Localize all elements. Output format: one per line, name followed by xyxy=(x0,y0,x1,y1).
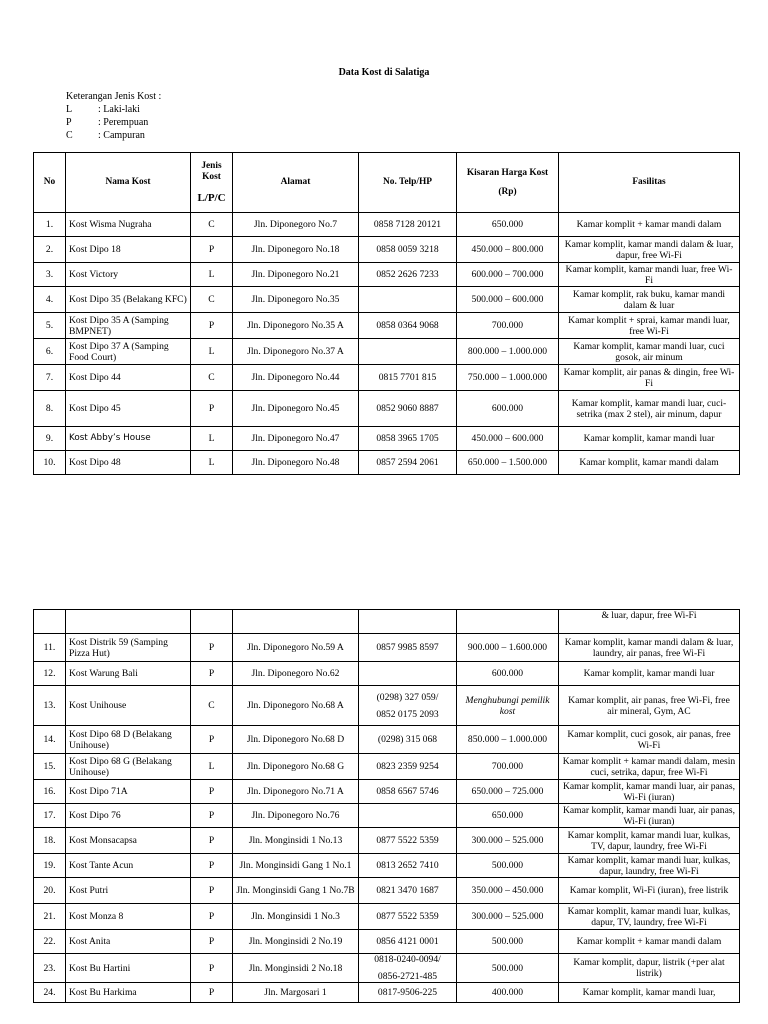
cell-alamat: Jln. Diponegoro No.35 A xyxy=(233,313,359,339)
cell-harga: 500.000 xyxy=(457,954,559,983)
cell-alamat: Jln. Monginsidi 2 No.18 xyxy=(233,954,359,983)
table-row xyxy=(34,313,740,339)
legend-code: L xyxy=(66,104,73,115)
cell-telp: 0813 2652 7410 xyxy=(359,854,457,878)
cell-nama: Kost Dipo 48 xyxy=(66,451,191,475)
cell-alamat: Jln. Monginsidi Gang 1 No.1 xyxy=(233,854,359,878)
legend-item-p xyxy=(66,116,161,129)
cell-harga: 700.000 xyxy=(457,313,559,339)
header-harga-label: Kisaran Harga Kost xyxy=(466,167,549,178)
cell-nama: Kost Dipo 76 xyxy=(66,804,191,828)
kost-table-page-2 xyxy=(33,609,740,1003)
cell-alamat: Jln. Diponegoro No.59 A xyxy=(233,634,359,662)
header-alamat: Alamat xyxy=(233,153,359,213)
cell-telp xyxy=(359,954,457,983)
cell-jenis: P xyxy=(191,854,233,878)
cell-no: 13. xyxy=(34,686,66,726)
table-row xyxy=(34,780,740,804)
cell-nama: Kost Bu Hartini xyxy=(66,954,191,983)
phone-line: 0818-0240-0094/ xyxy=(374,954,441,965)
cell-telp xyxy=(359,662,457,686)
table-row xyxy=(34,634,740,662)
cell-no: 15. xyxy=(34,754,66,780)
table-row xyxy=(34,804,740,828)
cell-alamat: Jln. Monginsidi Gang 1 No.7B xyxy=(233,878,359,904)
cell-telp: 0877 5522 5359 xyxy=(359,828,457,854)
cell-jenis: P xyxy=(191,904,233,930)
cell-nama: Kost Dipo 71A xyxy=(66,780,191,804)
cell-fasilitas: Kamar komplit + kamar mandi dalam xyxy=(559,930,740,954)
cell-fasilitas: Kamar komplit, kamar mandi luar xyxy=(559,427,740,451)
legend-label: : Campuran xyxy=(98,130,145,141)
cell-harga: 450.000 – 600.000 xyxy=(457,427,559,451)
cell-jenis: L xyxy=(191,263,233,287)
cell-jenis: P xyxy=(191,726,233,754)
cell-telp: (0298) 315 068 xyxy=(359,726,457,754)
cell-nama: Kost Monza 8 xyxy=(66,904,191,930)
cell-jenis: P xyxy=(191,662,233,686)
table-row xyxy=(34,983,740,1003)
cell-fasilitas: Kamar komplit, kamar mandi luar, air panas, Wi-Fi (iuran) xyxy=(559,804,740,828)
cell-harga: 500.000 xyxy=(457,854,559,878)
document-title: Data Kost di Salatiga xyxy=(338,67,430,78)
cell-fasilitas: Kamar komplit, kamar mandi luar, free Wi-Fi xyxy=(559,263,740,287)
cell-no: 12. xyxy=(34,662,66,686)
cell-fasilitas: Kamar komplit, kamar mandi dalam & luar, laundry, air panas, free Wi-Fi xyxy=(559,634,740,662)
continuation-row xyxy=(34,610,740,634)
cell-jenis: L xyxy=(191,754,233,780)
cell-no: 9. xyxy=(34,427,66,451)
cell-no: 2. xyxy=(34,237,66,263)
table-row xyxy=(34,930,740,954)
empty-cell xyxy=(66,610,191,634)
cell-no: 5. xyxy=(34,313,66,339)
cell-nama: Kost Anita xyxy=(66,930,191,954)
cell-fasilitas: Kamar komplit, Wi-Fi (iuran), free listrik xyxy=(559,878,740,904)
cell-fasilitas: Kamar komplit, kamar mandi luar, kulkas, dapur, TV, laundry, free Wi-Fi xyxy=(559,904,740,930)
cell-telp: 0852 9060 8887 xyxy=(359,391,457,427)
cell-fasilitas: Kamar komplit + kamar mandi dalam xyxy=(559,213,740,237)
header-no: No xyxy=(34,153,66,213)
cell-no: 8. xyxy=(34,391,66,427)
cell-nama: Kost Wisma Nugraha xyxy=(66,213,191,237)
cell-no: 1. xyxy=(34,213,66,237)
header-jenis-label: Jenis Kost xyxy=(201,161,222,182)
cell-jenis: C xyxy=(191,686,233,726)
cell-telp: 0856 4121 0001 xyxy=(359,930,457,954)
cell-harga: 600.000 xyxy=(457,662,559,686)
cell-harga: 700.000 xyxy=(457,754,559,780)
table-row xyxy=(34,451,740,475)
table-row xyxy=(34,754,740,780)
header-harga xyxy=(457,153,559,213)
cell-alamat: Jln. Monginsidi 1 No.13 xyxy=(233,828,359,854)
table-row xyxy=(34,391,740,427)
table-row xyxy=(34,828,740,854)
legend-label: : Laki-laki xyxy=(98,104,140,115)
cell-alamat: Jln. Diponegoro No.35 xyxy=(233,287,359,313)
cell-nama: Kost Unihouse xyxy=(66,686,191,726)
cell-nama: Kost Dipo 35 A (Samping BMPNET) xyxy=(66,313,191,339)
cell-no: 17. xyxy=(34,804,66,828)
cell-harga: 300.000 – 525.000 xyxy=(457,828,559,854)
legend-code: P xyxy=(66,117,72,128)
cell-fasilitas: Kamar komplit, kamar mandi luar, kulkas, dapur, laundry, free Wi-Fi xyxy=(559,854,740,878)
cell-no: 23. xyxy=(34,954,66,983)
cell-harga: 600.000 – 700.000 xyxy=(457,263,559,287)
cell-jenis: P xyxy=(191,780,233,804)
cell-alamat: Jln. Diponegoro No.68 D xyxy=(233,726,359,754)
cell-harga: 900.000 – 1.600.000 xyxy=(457,634,559,662)
cell-fasilitas: Kamar komplit, rak buku, kamar mandi dalam & luar xyxy=(559,287,740,313)
cell-jenis: P xyxy=(191,391,233,427)
cell-no: 10. xyxy=(34,451,66,475)
cell-harga: 650.000 – 725.000 xyxy=(457,780,559,804)
cell-jenis: P xyxy=(191,930,233,954)
cell-no: 18. xyxy=(34,828,66,854)
cell-fasilitas: Kamar komplit + kamar mandi dalam, mesin cuci, setrika, dapur, free Wi-Fi xyxy=(559,754,740,780)
cell-fasilitas: Kamar komplit, kamar mandi luar, cuci-setrika (max 2 stel), air minum, dapur xyxy=(559,391,740,427)
table-row xyxy=(34,287,740,313)
cell-telp: 0877 5522 5359 xyxy=(359,904,457,930)
cell-nama: Kost Dipo 35 (Belakang KFC) xyxy=(66,287,191,313)
cell-no: 6. xyxy=(34,339,66,365)
cell-harga: 800.000 – 1.000.000 xyxy=(457,339,559,365)
cell-harga: 650.000 xyxy=(457,213,559,237)
cell-no: 21. xyxy=(34,904,66,930)
cell-jenis: P xyxy=(191,634,233,662)
table-row xyxy=(34,339,740,365)
cell-telp: 0858 0059 3218 xyxy=(359,237,457,263)
cell-alamat: Jln. Monginsidi 2 No.19 xyxy=(233,930,359,954)
cell-telp xyxy=(359,686,457,726)
header-jenis xyxy=(191,153,233,213)
cell-jenis: C xyxy=(191,365,233,391)
cell-telp: 0821 3470 1687 xyxy=(359,878,457,904)
cell-no: 19. xyxy=(34,854,66,878)
legend-heading: Keterangan Jenis Kost : xyxy=(66,91,162,102)
legend-label: : Perempuan xyxy=(98,117,149,128)
table-row xyxy=(34,427,740,451)
cell-nama: Kost Bu Harkima xyxy=(66,983,191,1003)
cell-jenis: P xyxy=(191,828,233,854)
table-row xyxy=(34,854,740,878)
header-jenis-sub: L/P/C xyxy=(197,192,226,204)
cell-fasilitas: Kamar komplit, kamar mandi dalam xyxy=(559,451,740,475)
cell-alamat: Jln. Diponegoro No.62 xyxy=(233,662,359,686)
cell-jenis: C xyxy=(191,287,233,313)
cell-alamat: Jln. Margosari 1 xyxy=(233,983,359,1003)
cell-harga: 450.000 – 800.000 xyxy=(457,237,559,263)
cell-no: 24. xyxy=(34,983,66,1003)
cell-harga: 600.000 xyxy=(457,391,559,427)
cell-nama: Kost Dipo 44 xyxy=(66,365,191,391)
cell-alamat: Jln. Monginsidi 1 No.3 xyxy=(233,904,359,930)
cell-alamat: Jln. Diponegoro No.48 xyxy=(233,451,359,475)
cell-nama: Kost Dipo 68 D (Belakang Unihouse) xyxy=(66,726,191,754)
cell-no: 16. xyxy=(34,780,66,804)
cell-fasilitas: Kamar komplit, kamar mandi dalam & luar, dapur, free Wi-Fi xyxy=(559,237,740,263)
table-row xyxy=(34,954,740,983)
cell-alamat: Jln. Diponegoro No.21 xyxy=(233,263,359,287)
cell-fasilitas: Kamar komplit, dapur, listrik (+per alat listrik) xyxy=(559,954,740,983)
cell-harga: 350.000 – 450.000 xyxy=(457,878,559,904)
cell-no: 3. xyxy=(34,263,66,287)
cell-telp: 0858 7128 20121 xyxy=(359,213,457,237)
cell-jenis: P xyxy=(191,983,233,1003)
cell-no: 7. xyxy=(34,365,66,391)
cell-alamat: Jln. Diponegoro No.47 xyxy=(233,427,359,451)
cell-alamat: Jln. Diponegoro No.76 xyxy=(233,804,359,828)
cell-fasilitas: Kamar komplit, air panas & dingin, free Wi-Fi xyxy=(559,365,740,391)
cell-fasilitas: Kamar komplit, air panas, free Wi-Fi, free air mineral, Gym, AC xyxy=(559,686,740,726)
cell-telp: 0858 0364 9068 xyxy=(359,313,457,339)
header-nama: Nama Kost xyxy=(66,153,191,213)
cell-telp: 0858 3965 1705 xyxy=(359,427,457,451)
cell-alamat: Jln. Diponegoro No.18 xyxy=(233,237,359,263)
empty-cell xyxy=(34,610,66,634)
cell-nama: Kost Dipo 45 xyxy=(66,391,191,427)
header-fasilitas: Fasilitas xyxy=(559,153,740,213)
phone-line: (0298) 327 059/ xyxy=(376,691,439,703)
phone-line: 0852 0175 2093 xyxy=(376,708,439,720)
cell-jenis: L xyxy=(191,451,233,475)
kost-table-page-1 xyxy=(33,152,740,475)
empty-cell xyxy=(191,610,233,634)
cell-fasilitas: Kamar komplit, cuci gosok, air panas, free Wi-Fi xyxy=(559,726,740,754)
table-row xyxy=(34,263,740,287)
cell-nama: Kost Distrik 59 (Samping Pizza Hut) xyxy=(66,634,191,662)
empty-cell xyxy=(359,610,457,634)
legend-item-l xyxy=(66,103,161,116)
empty-cell xyxy=(457,610,559,634)
cell-fasilitas: Kamar komplit + sprai, kamar mandi luar, free Wi-Fi xyxy=(559,313,740,339)
cell-fasilitas: Kamar komplit, kamar mandi luar, air panas, Wi-Fi (iuran) xyxy=(559,780,740,804)
table-row xyxy=(34,878,740,904)
cell-fasilitas: Kamar komplit, kamar mandi luar xyxy=(559,662,740,686)
table-row xyxy=(34,213,740,237)
cell-harga: 650.000 xyxy=(457,804,559,828)
cell-jenis: P xyxy=(191,237,233,263)
header-telp: No. Telp/HP xyxy=(359,153,457,213)
cell-nama: Kost Dipo 68 G (Belakang Unihouse) xyxy=(66,754,191,780)
cell-harga: 500.000 xyxy=(457,930,559,954)
cell-nama: Kost Putri xyxy=(66,878,191,904)
cell-harga: 750.000 – 1.000.000 xyxy=(457,365,559,391)
cell-nama: Kost Warung Bali xyxy=(66,662,191,686)
cell-nama: Kost Tante Acun xyxy=(66,854,191,878)
table-header-row xyxy=(34,153,740,213)
cell-no: 11. xyxy=(34,634,66,662)
cell-harga: 650.000 – 1.500.000 xyxy=(457,451,559,475)
cell-fasilitas: Kamar komplit, kamar mandi luar, cuci gosok, air minum xyxy=(559,339,740,365)
header-harga-sub: (Rp) xyxy=(498,186,517,197)
cell-jenis: P xyxy=(191,804,233,828)
cell-alamat: Jln. Diponegoro No.37 A xyxy=(233,339,359,365)
table-row xyxy=(34,365,740,391)
phone-line: 0856-2721-485 xyxy=(377,971,438,982)
table-row xyxy=(34,904,740,930)
cell-telp: 0817-9506-225 xyxy=(359,983,457,1003)
cell-jenis: P xyxy=(191,878,233,904)
cell-alamat: Jln. Diponegoro No.71 A xyxy=(233,780,359,804)
cell-jenis: L xyxy=(191,427,233,451)
cell-harga: 850.000 – 1.000.000 xyxy=(457,726,559,754)
cell-nama: Kost Dipo 18 xyxy=(66,237,191,263)
cell-telp xyxy=(359,287,457,313)
cell-alamat: Jln. Diponegoro No.68 A xyxy=(233,686,359,726)
table-row xyxy=(34,686,740,726)
cell-nama: Kost Abby’s House xyxy=(66,427,191,451)
cell-telp: 0852 2626 7233 xyxy=(359,263,457,287)
cell-alamat: Jln. Diponegoro No.45 xyxy=(233,391,359,427)
cell-harga: Menghubungi pemilik kost xyxy=(457,686,559,726)
cell-no: 14. xyxy=(34,726,66,754)
cell-telp: 0857 9985 8597 xyxy=(359,634,457,662)
cell-fasilitas: Kamar komplit, kamar mandi luar, kulkas, TV, dapur, laundry, free Wi-Fi xyxy=(559,828,740,854)
table-row xyxy=(34,662,740,686)
cell-jenis: L xyxy=(191,339,233,365)
cell-harga: 400.000 xyxy=(457,983,559,1003)
cell-telp: 0823 2359 9254 xyxy=(359,754,457,780)
cell-telp: 0815 7701 815 xyxy=(359,365,457,391)
cell-alamat: Jln. Diponegoro No.7 xyxy=(233,213,359,237)
cell-telp xyxy=(359,804,457,828)
cell-telp xyxy=(359,339,457,365)
continuation-text: & luar, dapur, free Wi-Fi xyxy=(559,610,740,634)
cell-alamat: Jln. Diponegoro No.68 G xyxy=(233,754,359,780)
table-row xyxy=(34,237,740,263)
empty-cell xyxy=(233,610,359,634)
cell-no: 20. xyxy=(34,878,66,904)
cell-nama: Kost Monsacapsa xyxy=(66,828,191,854)
cell-fasilitas: Kamar komplit, kamar mandi luar, xyxy=(559,983,740,1003)
cell-no: 22. xyxy=(34,930,66,954)
cell-nama: Kost Dipo 37 A (Samping Food Court) xyxy=(66,339,191,365)
cell-telp: 0858 6567 5746 xyxy=(359,780,457,804)
legend-item-c xyxy=(66,129,161,142)
legend-code: C xyxy=(66,130,73,141)
table-row xyxy=(34,726,740,754)
cell-harga: 300.000 – 525.000 xyxy=(457,904,559,930)
cell-jenis: C xyxy=(191,213,233,237)
cell-jenis: P xyxy=(191,313,233,339)
cell-no: 4. xyxy=(34,287,66,313)
cell-jenis: P xyxy=(191,954,233,983)
cell-harga: 500.000 – 600.000 xyxy=(457,287,559,313)
cell-alamat: Jln. Diponegoro No.44 xyxy=(233,365,359,391)
cell-telp: 0857 2594 2061 xyxy=(359,451,457,475)
cell-nama: Kost Victory xyxy=(66,263,191,287)
legend xyxy=(66,90,161,142)
